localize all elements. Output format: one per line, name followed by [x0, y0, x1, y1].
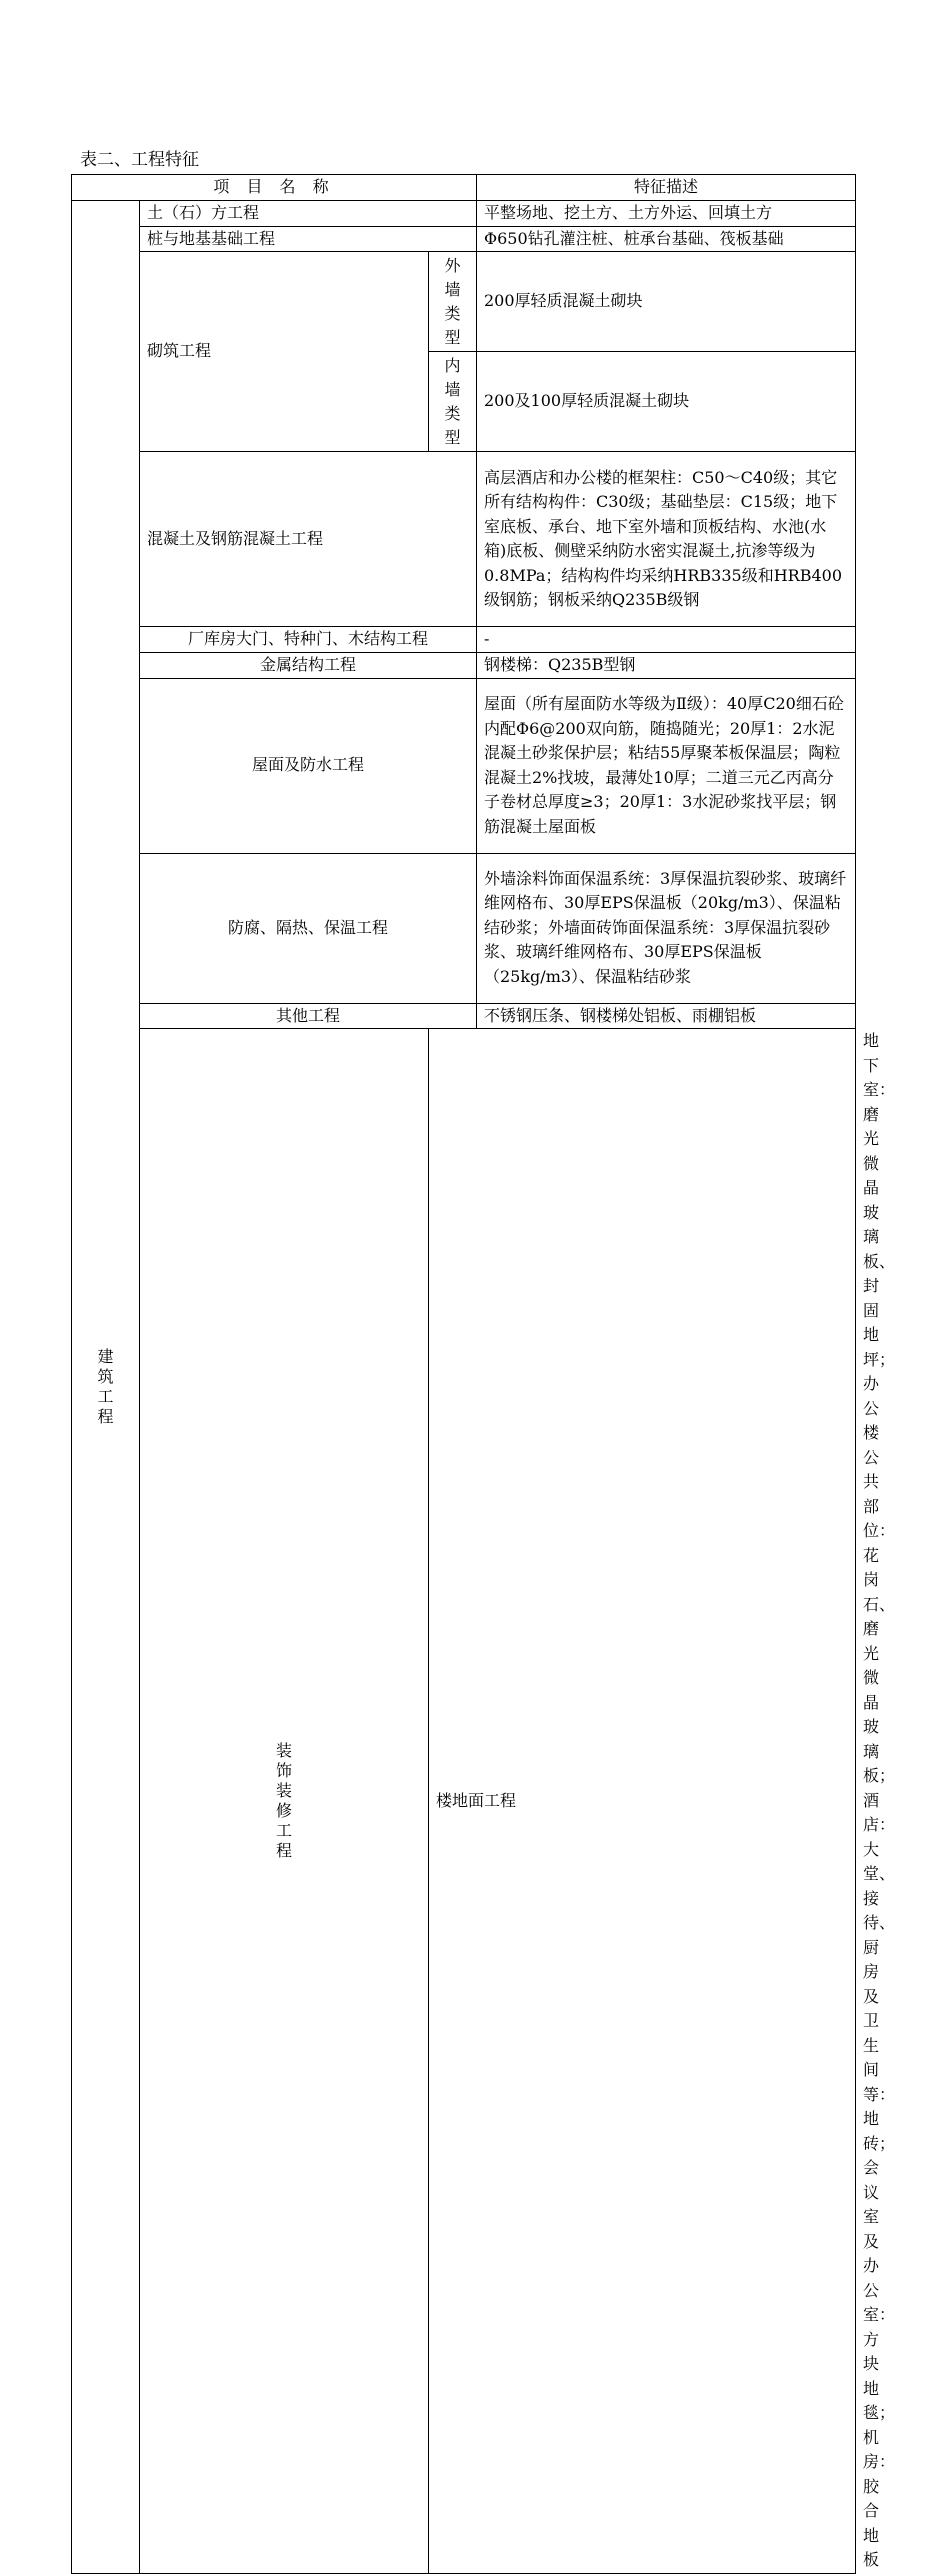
group-building-cell — [72, 201, 140, 2574]
table-row — [72, 627, 856, 653]
table-row: 装饰装修工程 楼地面工程 地下室：磨光微晶玻璃板、封固地坪；办公楼公共部位：花岗石、磨光微晶玻璃板；酒店：大堂、接待、厨房及卫生间等：地砖；会议室及办公室：方块地毯；机房：胶合地板 — [72, 1029, 856, 2574]
masonry-outer-type: 外墙类型 — [444, 255, 461, 347]
concrete-name: 混凝土及钢筋混凝土工程 — [140, 452, 477, 627]
insulation-desc: 外墙涂料饰面保温系统：3厚保温抗裂砂浆、玻璃纤维网格布、30厚EPS保温板（20kg/m3）、保温粘结砂浆；外墙面砖饰面保温系统：3厚保温抗裂砂浆、玻璃纤维网格布、30厚EPS保温板（25kg/m3）、保温粘结砂浆 — [477, 853, 856, 1003]
other-desc: 不锈钢压条、钢楼梯处铝板、雨棚铝板 — [477, 1003, 856, 1029]
header-feature: 特征描述 — [477, 175, 856, 201]
table-row — [72, 652, 856, 678]
group-decoration-cell — [140, 1029, 429, 2574]
pile-name: 桩与地基基础工程 — [140, 226, 477, 252]
engineering-features-table — [71, 174, 896, 2574]
table-caption: 表二、工程特征 — [80, 150, 199, 170]
masonry-outer-desc: 200厚轻质混凝土砌块 — [477, 252, 856, 352]
table-row — [72, 452, 856, 627]
roof-desc: 屋面（所有屋面防水等级为Ⅱ级）：40厚C20细石砼内配Φ6@200双向筋，随捣随光；20厚1：2水泥混凝土砂浆保护层；粘结55厚聚苯板保温层；陶粒混凝土2%找坡，最薄处10厚；二道三元乙丙高分子卷材总厚度≥3；20厚1：3水泥砂浆找平层；钢筋混凝土屋面板 — [477, 678, 856, 853]
insulation-name: 防腐、隔热、保温工程 — [140, 853, 477, 1003]
pile-desc: Φ650钻孔灌注桩、桩承台基础、筏板基础 — [477, 226, 856, 252]
other-name: 其他工程 — [140, 1003, 477, 1029]
masonry-inner-desc: 200及100厚轻质混凝土砌块 — [477, 352, 856, 452]
table-row — [72, 1003, 856, 1029]
earthwork-name: 土（石）方工程 — [140, 201, 477, 227]
roof-name: 屋面及防水工程 — [140, 678, 477, 853]
masonry-inner-type: 内墙类型 — [444, 355, 461, 447]
doors-name: 厂库房大门、特种门、木结构工程 — [140, 627, 477, 653]
masonry-outer-type-cell — [429, 252, 477, 352]
header-item-name-text: 项 目 名 称 — [213, 177, 335, 197]
group-decoration-label: 装饰装修工程 — [276, 1740, 293, 1860]
floor-name: 楼地面工程 — [429, 1029, 856, 2574]
masonry-inner-type-cell — [429, 352, 477, 452]
header-row — [72, 175, 856, 201]
table-row — [72, 226, 856, 252]
doors-desc: - — [477, 627, 856, 653]
metal-name: 金属结构工程 — [140, 652, 477, 678]
group-building-label: 建筑工程 — [97, 1346, 114, 1426]
header-item-name — [72, 175, 477, 201]
metal-desc: 钢楼梯：Q235B型钢 — [477, 652, 856, 678]
table-row — [72, 678, 856, 853]
concrete-desc: 高层酒店和办公楼的框架柱：C50～C40级；其它所有结构构件：C30级；基础垫层：C15级；地下室底板、承台、地下室外墙和顶板结构、水池(水箱)底板、侧壁采纳防水密实混凝土,抗渗等级为0.8MPa；结构构件均采纳HRB335级和HRB400级钢筋；钢板采纳Q235B级钢 — [477, 452, 856, 627]
table-row — [72, 201, 856, 227]
masonry-name: 砌筑工程 — [140, 252, 429, 452]
table-row — [72, 252, 856, 352]
table-row — [72, 853, 856, 1003]
earthwork-desc: 平整场地、挖土方、土方外运、回填土方 — [477, 201, 856, 227]
